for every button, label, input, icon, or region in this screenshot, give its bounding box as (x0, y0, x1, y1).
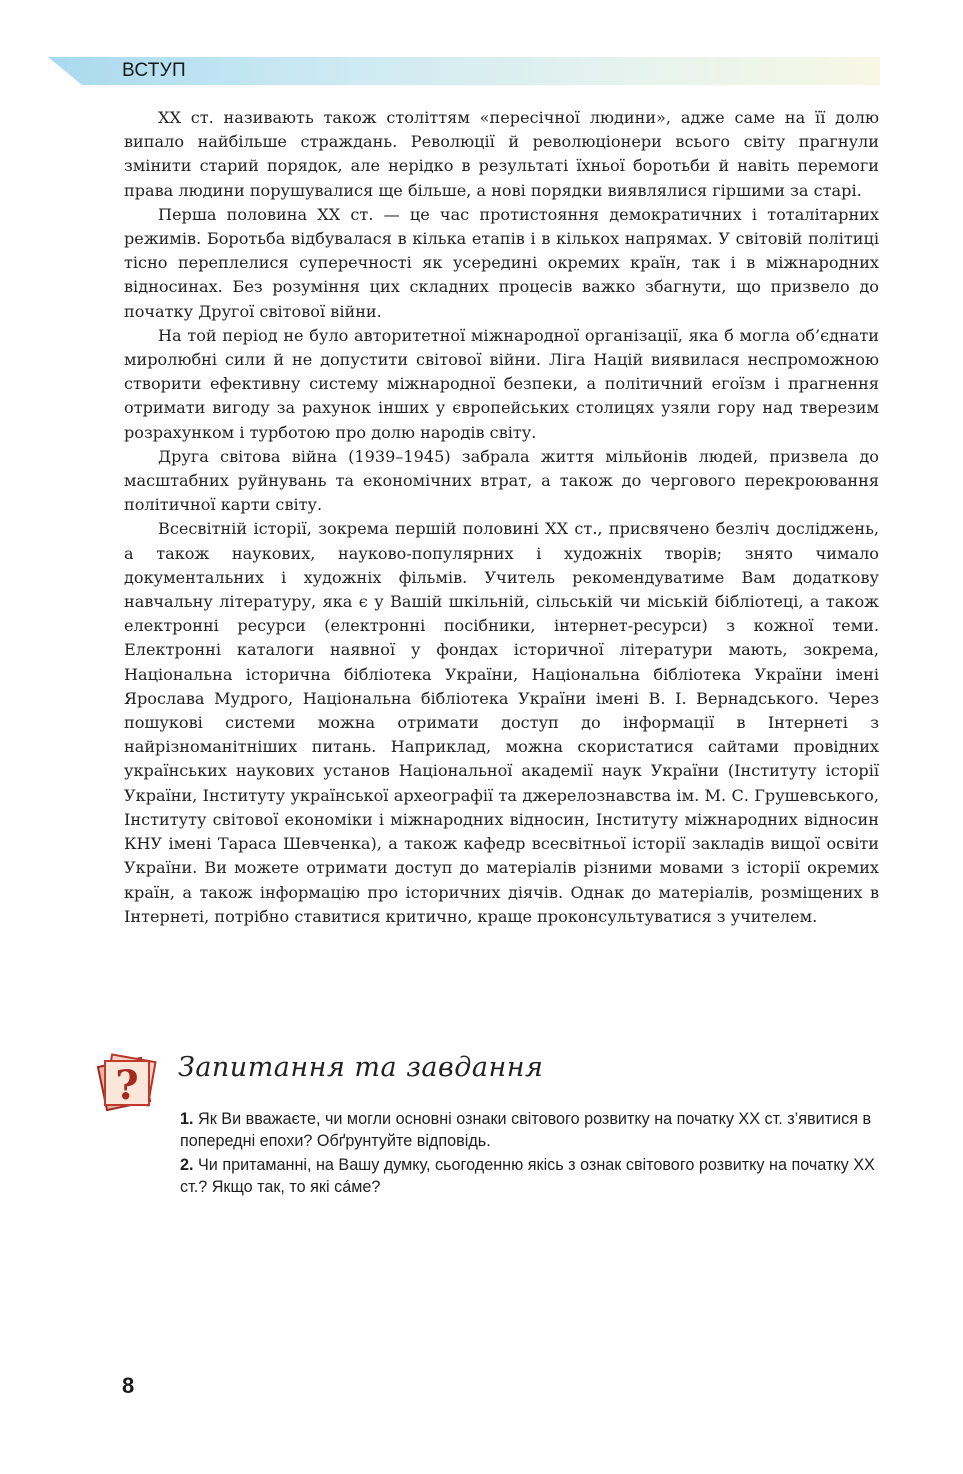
main-text (124, 106, 879, 929)
item-number: 1. (180, 1110, 194, 1128)
list-item (180, 1108, 880, 1152)
page-number: 8 (122, 1373, 135, 1398)
item-text: Як Ви вважаєте, чи могли основні ознаки світового розвитку на початку XX ст. з’явитися в попередні епохи? Обґрунтуйте відповідь. (180, 1110, 872, 1150)
paragraph: XX ст. називають також століттям «пересічної людини», адже саме на її долю випало найбільше страждань. Революції й революціонери всього світу прагнули змінити старий порядок, але нерідко в результаті їхньої боротьби й навіть перемоги права людини порушувалися ще більше, а нові порядки виявлялися гіршими за старі. (124, 108, 879, 200)
svg-text:?: ? (115, 1062, 139, 1109)
questions-heading: Запитання та завдання (178, 1052, 544, 1083)
questions-list (180, 1108, 880, 1200)
paragraph: На той період не було авторитетної міжнародної організації, яка б могла об’єднати миролюбні сили й не допустити світової війни. Ліга Націй виявилася неспроможною створити ефективну систему міжнародної безпеки, а політичний егоїзм і прагнення отримати вигоду за рахунок інших у європейських столицях узяли гору над тверезим розрахунком і турботою про долю народів світу. (124, 325, 879, 442)
list-item (180, 1154, 880, 1198)
item-text: Чи притаманні, на Вашу думку, сьогоденню якісь з ознак світового розвитку на початку XX ст.? Якщо так, то які сáме? (180, 1156, 875, 1196)
paragraph: Всесвітній історії, зокрема першій половині XX ст., присвячено безліч досліджень, а також наукових, науково-популярних і художніх творів; знято чимало документальних і художніх фільмів. Учитель рекомендуватиме Вам додаткову навчальну літературу, яка є у Вашій шкільній, сільській чи міській бібліотеці, а також електронні ресурси (електронні посібники, інтернет-ресурси) з кожної теми. Електронні каталоги наявної у фондах історичної літератури мають, зокрема, Національна історична бібліотека України, Національна бібліотека України імені Ярослава Мудрого, Національна бібліотека України імені В. І. Вернадського. Через пошукові системи можна отримати доступ до інформації в Інтернеті з найрізноманітніших питань. Наприклад, можна скористатися сайтами провідних українських наукових установ Національної академії наук України (Інституту історії України, Інституту української археографії та джерелознавства ім. М. С. Грушевського, Інституту світової економіки і міжнародних відносин, Інституту міжнародних відносин КНУ імені Тараса Шевченка), а також кафедр всесвітньої історії закладів вищої освіти України. Ви можете отримати доступ до матеріалів різними мовами з історії окремих країн, а також інформацію про історичних діячів. Однак до матеріалів, розміщених в Інтернеті, потрібно ставитися критично, краще проконсультуватися з учителем. (124, 519, 879, 926)
section-title: ВСТУП (122, 60, 186, 81)
item-number: 2. (180, 1156, 194, 1174)
paragraph: Друга світова війна (1939–1945) забрала життя мільйонів людей, призвела до масштабних руйнувань та економічних втрат, а також до чергового перекроювання політичної карти світу. (124, 446, 879, 515)
question-mark-icon (96, 1052, 158, 1114)
paragraph: Перша половина XX ст. — це час протистояння демократичних і тоталітарних режимів. Боротьба відбувалася в кілька етапів і в кількох напрямах. У світовій політиці тісно переплелися суперечності як усередині окремих країн, так і в міжнародних відносинах. Без розуміння цих складних процесів важко збагнути, що призвело до початку Другої світової війни. (124, 204, 879, 321)
